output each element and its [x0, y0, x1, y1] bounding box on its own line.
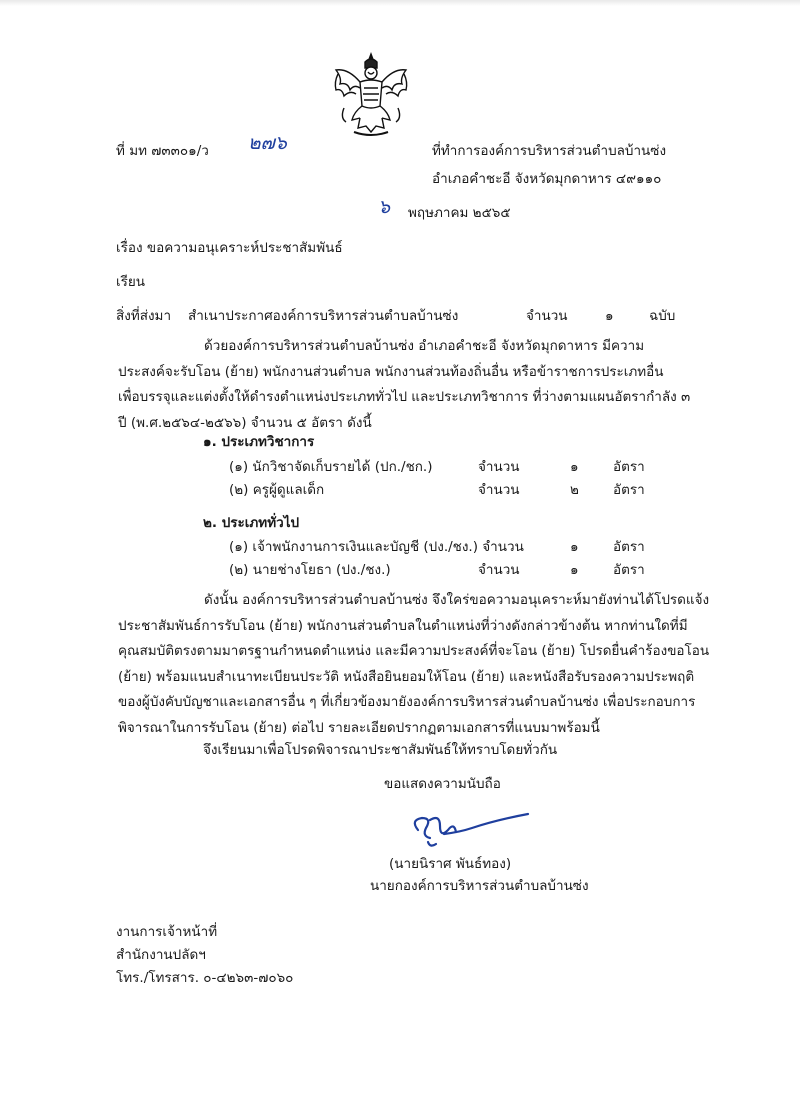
body-line: คุณสมบัติตรงตามมาตรฐานกำหนดตำแหน่ง และมีความประสงค์ที่จะโอน (ย้าย) โปรดยื่นคำร้องขอโอน [118, 643, 710, 660]
section-heading-academic: ๑. ประเภทวิชาการ [203, 434, 315, 450]
office-address-line2: อำเภอคำชะอี จังหวัดมุกดาหาร ๔๙๑๑๐ [432, 171, 662, 187]
document-number: ที่ มท ๗๓๓๐๑/ว [116, 143, 209, 159]
intro-line: ปี (พ.ศ.๒๕๖๔-๒๕๖๖) จำนวน ๕ อัตรา ดังนี้ [118, 414, 372, 431]
position-item-qty: ๑ [570, 539, 579, 555]
letter-date: พฤษภาคม ๒๕๖๕ [408, 205, 511, 221]
body-line: ของผู้บังคับบัญชาและเอกสารอื่น ๆ ที่เกี่ยวข้องมายังองค์การบริหารส่วนตำบลบ้านซ่ง เพื่อประกอบการ [118, 694, 696, 711]
body-paragraph [118, 588, 710, 742]
footer-phone: โทร./โทรสาร. ๐-๔๒๖๓-๗๐๖๐ [116, 970, 294, 986]
signature-icon [400, 808, 532, 852]
intro-paragraph [118, 334, 691, 436]
position-item-unit: อัตรา [613, 562, 645, 578]
scan-edge [0, 0, 800, 6]
footer-department: งานการเจ้าหน้าที่ [116, 924, 218, 940]
position-item-label: (๑) นักวิชาจัดเก็บรายได้ (ปก./ชก.) [229, 459, 433, 475]
enclosure-item: สำเนาประกาศองค์การบริหารส่วนตำบลบ้านซ่ง [188, 308, 459, 324]
position-item-label: (๒) ครูผู้ดูแลเด็ก [229, 482, 325, 498]
footer-office: สำนักงานปลัดฯ [116, 947, 206, 963]
position-item-qty: ๒ [570, 482, 579, 498]
body-line: (ย้าย) พร้อมแนบสำเนาทะเบียนประวัติ หนังสือยินยอมให้โอน (ย้าย) และหนังสือรับรองความประพฤติ [118, 668, 695, 685]
garuda-emblem-icon [330, 48, 412, 140]
closing-request: จึงเรียนมาเพื่อโปรดพิจารณาประชาสัมพันธ์ให้ทราบโดยทั่วกัน [203, 742, 558, 758]
position-item-unit: อัตรา [613, 482, 645, 498]
date-day-handwritten: ๖ [378, 196, 391, 218]
signer-name: (นายนิราศ พันธ์ทอง) [389, 856, 512, 872]
regards: ขอแสดงความนับถือ [384, 776, 501, 792]
body-line: ประชาสัมพันธ์การรับโอน (ย้าย) พนักงานส่วนตำบลในตำแหน่งที่ว่างดังกล่าวข้างต้น หากท่านใดที่มี [118, 617, 688, 634]
enclosure-unit: ฉบับ [649, 308, 676, 324]
position-item-qty-label: จำนวน [478, 459, 520, 475]
enclosure-label: สิ่งที่ส่งมา [116, 308, 172, 324]
position-item-qty-label: จำนวน [478, 482, 520, 498]
position-item-qty-label: จำนวน [478, 562, 520, 578]
position-item-label: (๑) เจ้าพนักงานการเงินและบัญชี (ปง./ชง.) จำนวน [229, 539, 524, 555]
section-heading-general: ๒. ประเภททั่วไป [203, 515, 300, 531]
enclosure-qty-label: จำนวน [526, 308, 568, 324]
document-number-handwritten: ๒๗๖ [248, 132, 287, 154]
enclosure-qty: ๑ [605, 308, 614, 324]
position-item-unit: อัตรา [613, 459, 645, 475]
intro-line: ประสงค์จะรับโอน (ย้าย) พนักงานส่วนตำบล พนักงานส่วนท้องถิ่นอื่น หรือข้าราชการประเภทอื่น [118, 363, 664, 380]
position-item-qty: ๑ [570, 562, 579, 578]
intro-line: ด้วยองค์การบริหารส่วนตำบลบ้านซ่ง อำเภอคำชะอี จังหวัดมุกดาหาร มีความ [204, 338, 645, 354]
office-address-line1: ที่ทำการองค์การบริหารส่วนตำบลบ้านซ่ง [432, 143, 667, 159]
body-line: พิจารณาในการรับโอน (ย้าย) ต่อไป รายละเอียดปรากฏตามเอกสารที่แนบมาพร้อมนี้ [118, 719, 600, 736]
body-line: ดังนั้น องค์การบริหารส่วนตำบลบ้านซ่ง จึงใคร่ขอความอนุเคราะห์มายังท่านได้โปรดแจ้ง [204, 592, 710, 608]
letter-subject: เรื่อง ขอความอนุเคราะห์ประชาสัมพันธ์ [116, 240, 343, 256]
intro-line: เพื่อบรรจุและแต่งตั้งให้ดำรงตำแหน่งประเภททั่วไป และประเภทวิชาการ ที่ว่างตามแผนอัตรากำลัง ๓ [118, 389, 691, 406]
position-item-qty: ๑ [570, 459, 579, 475]
position-item-unit: อัตรา [613, 539, 645, 555]
signer-title: นายกองค์การบริหารส่วนตำบลบ้านซ่ง [370, 878, 589, 894]
position-item-label: (๒) นายช่างโยธา (ปง./ชง.) [229, 562, 391, 578]
letter-recipient: เรียน [116, 274, 146, 290]
